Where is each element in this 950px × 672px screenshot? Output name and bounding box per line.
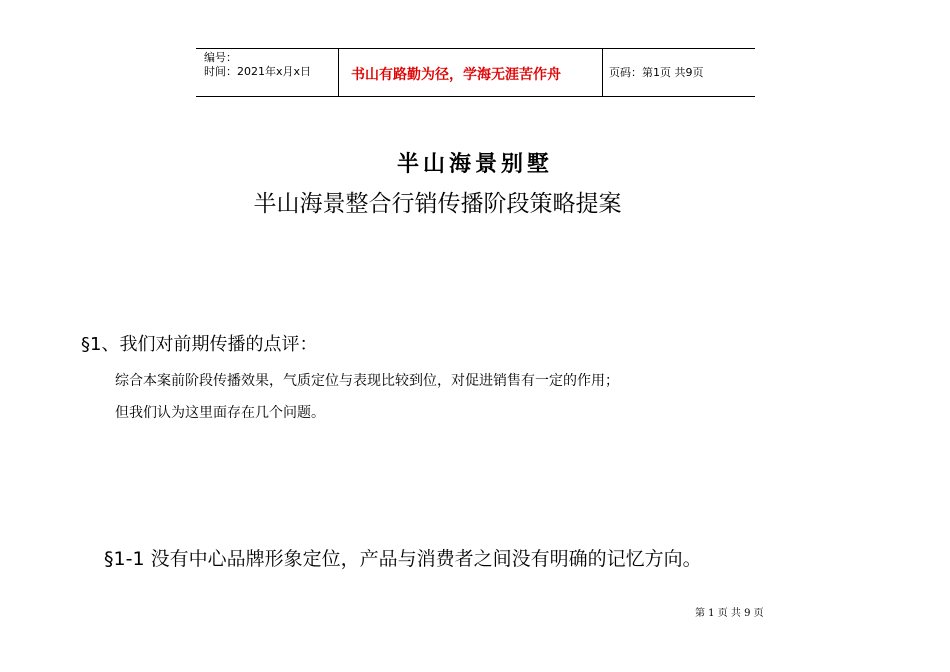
- subsection-heading: §1-1 没有中心品牌形象定位，产品与消费者之间没有明确的记忆方向。: [104, 548, 702, 570]
- header-date-label: 时间：2021年x月x日: [204, 65, 312, 78]
- header-number-label: 编号：: [204, 51, 237, 64]
- paragraph: 但我们认为这里面存在几个问题。: [115, 405, 325, 421]
- header-top-border: [196, 48, 755, 49]
- header-page-label: 页码：第1页 共9页: [609, 66, 704, 79]
- header-bottom-border: [196, 96, 755, 97]
- footer-page-info: 第 1 页 共 9 页: [695, 608, 764, 619]
- paragraph: 综合本案前阶段传播效果，气质定位与表现比较到位，对促进销售有一定的作用；: [115, 373, 619, 389]
- document-title: 半山海景别墅: [396, 151, 553, 177]
- document-subtitle: 半山海景整合行销传播阶段策略提案: [253, 191, 622, 217]
- section-heading: §1、我们对前期传播的点评：: [81, 334, 318, 355]
- header-divider-left: [338, 48, 339, 97]
- header-motto: 书山有路勤为径，学海无涯苦作舟: [351, 67, 561, 83]
- header-divider-right: [602, 48, 603, 97]
